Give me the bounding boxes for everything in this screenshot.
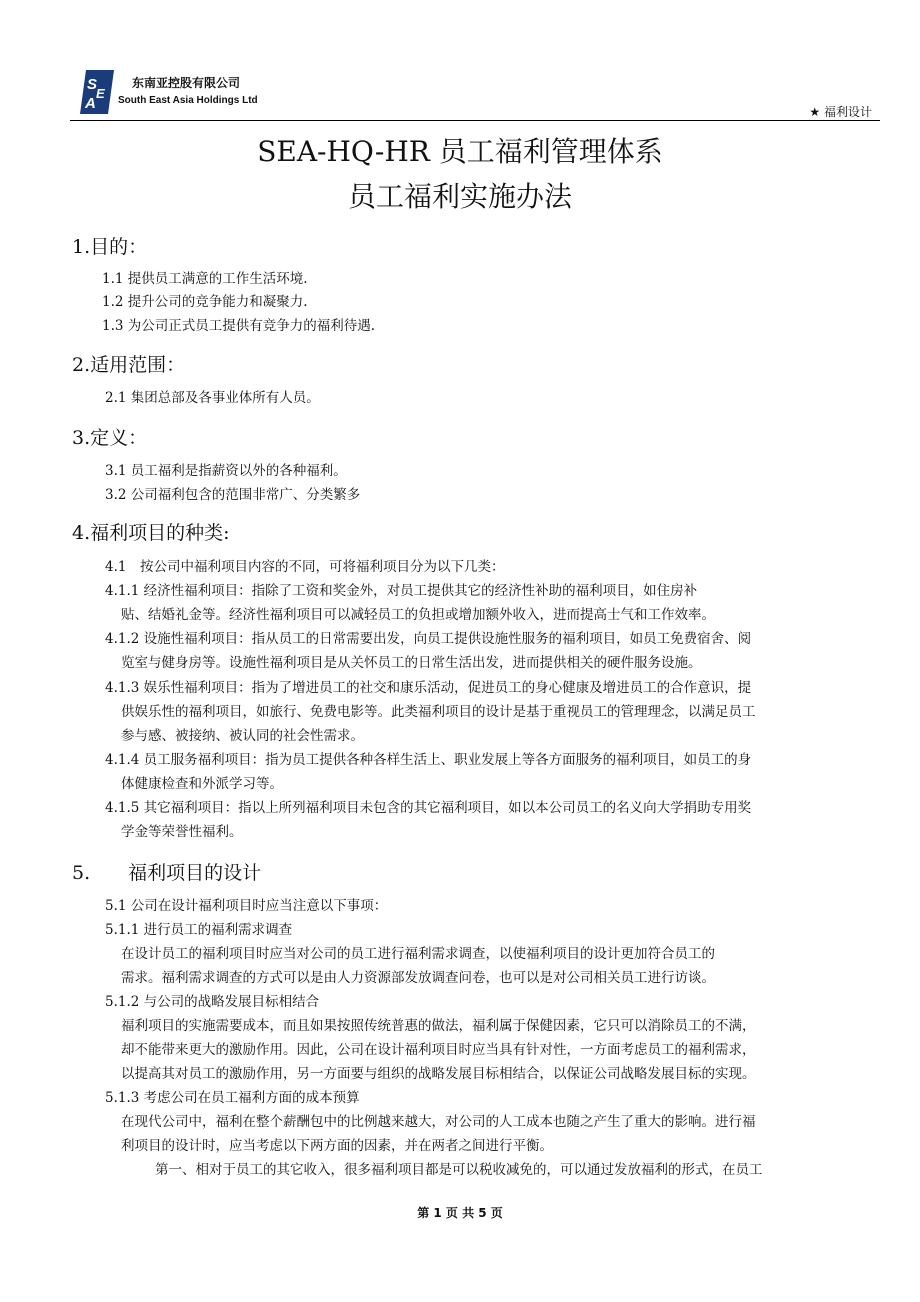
- list-item: 4.1.4 员工服务福利项目：指为员工提供各种各样生活上、职业发展上等各方面服务的福利项目，如员工的身: [105, 752, 752, 768]
- list-item: 5.1 公司在设计福利项目时应当注意以下事项：: [105, 898, 388, 914]
- section-heading: 2.适用范围：: [72, 354, 186, 376]
- page-header: [70, 66, 880, 122]
- list-item: 以提高其对员工的激励作用，另一方面要与组织的战略发展目标相结合，以保证公司战略发展目标的实现。: [121, 1066, 756, 1082]
- section-heading: 1.目的：: [72, 236, 148, 258]
- list-item: 5.1.2 与公司的战略发展目标相结合: [105, 994, 320, 1010]
- list-item: 4.1.1 经济性福利项目：指除了工资和奖金外，对员工提供其它的经济性补助的福利项目，如住房补: [105, 583, 698, 599]
- list-item: 3.1 员工福利是指薪资以外的各种福利。: [105, 463, 347, 479]
- page-number: 第 1 页 共 5 页: [417, 1206, 503, 1220]
- header-section-tag: ★ 福利设计: [809, 105, 872, 119]
- list-item: 体健康检查和外派学习等。: [121, 776, 283, 792]
- list-item: 学金等荣誉性福利。: [121, 824, 243, 840]
- document-subtitle: 员工福利实施办法: [347, 180, 572, 213]
- list-item: 2.1 集团总部及各事业体所有人员。: [105, 390, 320, 406]
- list-item: 1.1 提供员工满意的工作生活环境.: [102, 271, 308, 287]
- header-divider: [70, 120, 880, 121]
- section-heading: 3.定义：: [72, 427, 148, 449]
- list-item: 4.1 按公司中福利项目内容的不同，可将福利项目分为以下几类：: [105, 559, 505, 575]
- list-item: 在设计员工的福利项目时应当对公司的员工进行福利需求调查，以使福利项目的设计更加符合员工的: [121, 946, 715, 962]
- list-item: 4.1.3 娱乐性福利项目：指为了增进员工的社交和康乐活动，促进员工的身心健康及增进员工的合作意识，提: [105, 680, 752, 696]
- section-heading: 5. 福利项目的设计: [72, 862, 262, 884]
- list-item: 第一、相对于员工的其它收入，很多福利项目都是可以税收减免的，可以通过发放福利的形式，在员工: [155, 1162, 763, 1178]
- list-item: 5.1.1 进行员工的福利需求调查: [105, 922, 293, 938]
- svg-text:S: S: [87, 76, 98, 93]
- list-item: 却不能带来更大的激励作用。因此，公司在设计福利项目时应当具有针对性，一方面考虑员工的福利需求，: [121, 1042, 756, 1058]
- company-name-cn: 东南亚控股有限公司: [132, 76, 241, 90]
- section-heading: 4.福利项目的种类:: [72, 522, 230, 544]
- list-item: 1.3 为公司正式员工提供有竞争力的福利待遇.: [102, 318, 376, 334]
- list-item: 贴、结婚礼金等。经济性福利项目可以减轻员工的负担或增加额外收入，进而提高士气和工作效率。: [121, 607, 715, 623]
- company-logo-icon: [78, 70, 114, 114]
- list-item: 供娱乐性的福利项目，如旅行、免费电影等。此类福利项目的设计是基于重视员工的管理理念，以满足员工: [121, 704, 756, 720]
- list-item: 4.1.5 其它福利项目：指以上所列福利项目未包含的其它福利项目，如以本公司员工的名义向大学捐助专用奖: [105, 800, 752, 816]
- company-name-en: South East Asia Holdings Ltd: [118, 95, 258, 106]
- svg-text:A: A: [85, 95, 96, 112]
- list-item: 在现代公司中，福利在整个薪酬包中的比例越来越大，对公司的人工成本也随之产生了重大的影响。进行福: [121, 1114, 756, 1130]
- document-title: SEA-HQ-HR 员工福利管理体系: [257, 135, 663, 168]
- list-item: 5.1.3 考虑公司在员工福利方面的成本预算: [105, 1090, 360, 1106]
- list-item: 参与感、被接纳、被认同的社会性需求。: [121, 728, 364, 744]
- list-item: 需求。福利需求调查的方式可以是由人力资源部发放调查问卷，也可以是对公司相关员工进行访谈。: [121, 970, 715, 986]
- list-item: 览室与健身房等。设施性福利项目是从关怀员工的日常生活出发，进而提供相关的硬件服务设施。: [121, 655, 702, 671]
- list-item: 利项目的设计时，应当考虑以下两方面的因素，并在两者之间进行平衡。: [121, 1138, 553, 1154]
- svg-text:E: E: [96, 86, 105, 101]
- list-item: 福利项目的实施需要成本，而且如果按照传统普惠的做法，福利属于保健因素，它只可以消除员工的不满，: [121, 1018, 756, 1034]
- list-item: 1.2 提升公司的竞争能力和凝聚力.: [102, 294, 308, 310]
- list-item: 3.2 公司福利包含的范围非常广、分类繁多: [105, 487, 361, 503]
- list-item: 4.1.2 设施性福利项目：指从员工的日常需要出发，向员工提供设施性服务的福利项目，如员工免费宿舍、阅: [105, 631, 752, 647]
